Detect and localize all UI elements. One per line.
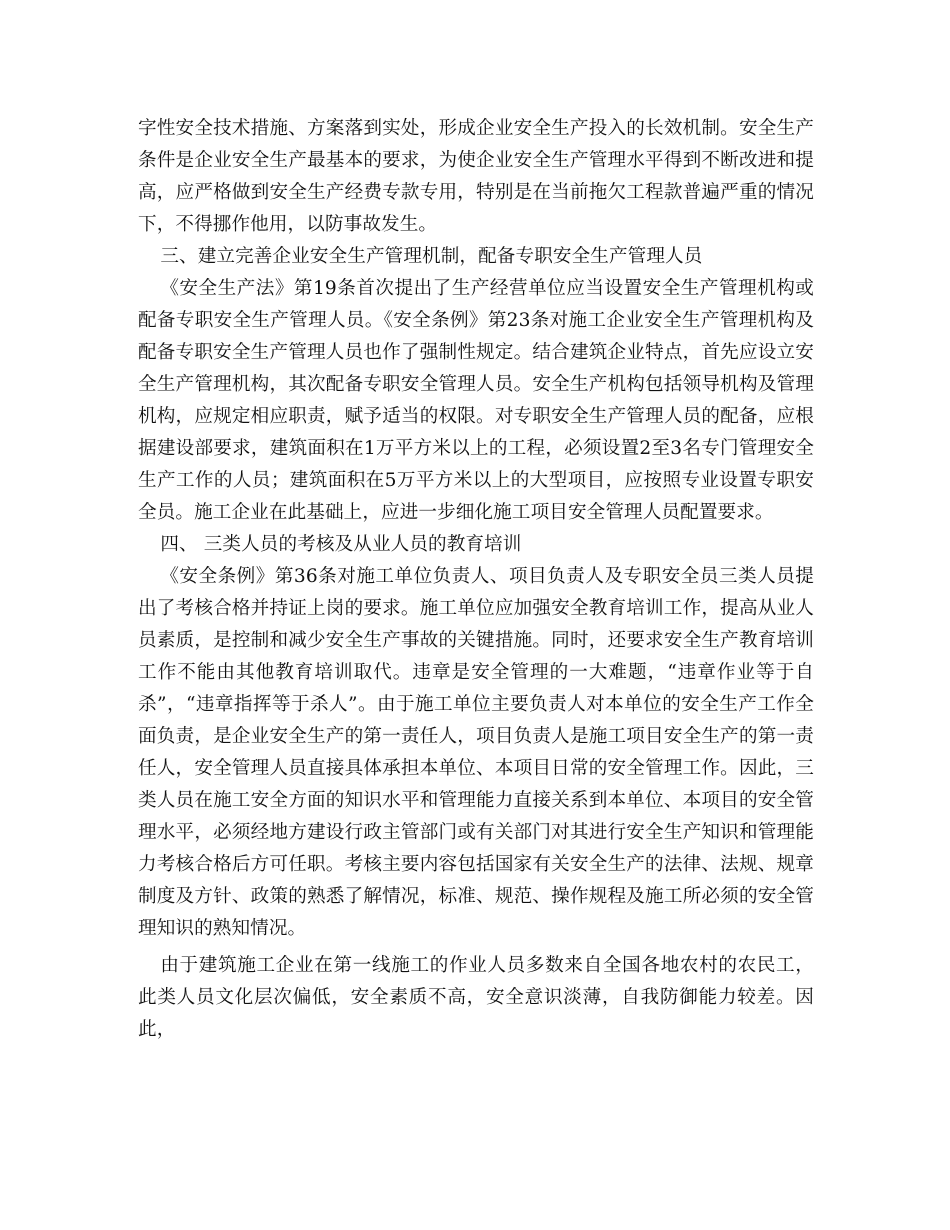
paragraph-section-3: 《安全生产法》第19条首次提出了生产经营单位应当设置安全生产管理机构或配备专职安全生产管理人员。《安全条例》第23条对施工企业安全生产管理机构及配备专职安全生产管理人员也作了强制性规定。结合建筑企业特点，首先应设立安全生产管理机构，其次配备专职安全管理人员。安全生产机构包括领导机构及管理机构，应规定相应职责，赋予适当的权限。对专职安全生产管理人员的配备，应根据建设部要求，建筑面积在1万平方米以上的工程，必须设置2至3名专门管理安全生产工作的人员；建筑面积在5万平方米以上的大型项目，应按照专业设置专职安全员。施工企业在此基础上，应进一步细化施工项目安全管理人员配置要求。: [138, 278, 814, 523]
section-heading-3: 三、建立完善企业安全生产管理机制，配备专职安全生产管理人员: [160, 246, 703, 267]
section-heading-4: 四、 三类人员的考核及从业人员的教育培训: [160, 534, 522, 555]
paragraph-migrant-workers: 由于建筑施工企业在第一线施工的作业人员多数来自全国各地农村的农民工，此类人员文化层次偏低，安全素质不高，安全意识淡薄，自我防御能力较差。因此，: [138, 955, 814, 1040]
paragraph-section-4: 《安全条例》第36条对施工单位负责人、项目负责人及专职安全员三类人员提出了考核合格并持证上岗的要求。施工单位应加强安全教育培训工作，提高从业人员素质，是控制和减少安全生产事故的关键措施。同时，还要求安全生产教育培训工作不能由其他教育培训取代。违章是安全管理的一大难题，“违章作业等于自杀”，“违章指挥等于杀人”。由于施工单位主要负责人对本单位的安全生产工作全面负责，是企业安全生产的第一责任人，项目负责人是施工项目安全生产的第一责任人，安全管理人员直接具体承担本单位、本项目日常的安全管理工作。因此，三类人员在施工安全方面的知识水平和管理能力直接关系到本单位、本项目的安全管理水平，必须经地方建设行政主管部门或有关部门对其进行安全生产知识和管理能力考核合格后方可任职。考核主要内容包括国家有关安全生产的法律、法规、规章制度及方针、政策的熟悉了解情况，标准、规范、操作规程及施工所必须的安全管理知识的熟知情况。: [138, 566, 814, 939]
document-body: [138, 113, 814, 1046]
paragraph-continuation: 字性安全技术措施、方案落到实处，形成企业安全生产投入的长效机制。安全生产条件是企业安全生产最基本的要求，为使企业安全生产管理水平得到不断改进和提高，应严格做到安全生产经费专款专用，特别是在当前拖欠工程款普遍严重的情况下，不得挪作他用，以防事故发生。: [138, 118, 814, 235]
